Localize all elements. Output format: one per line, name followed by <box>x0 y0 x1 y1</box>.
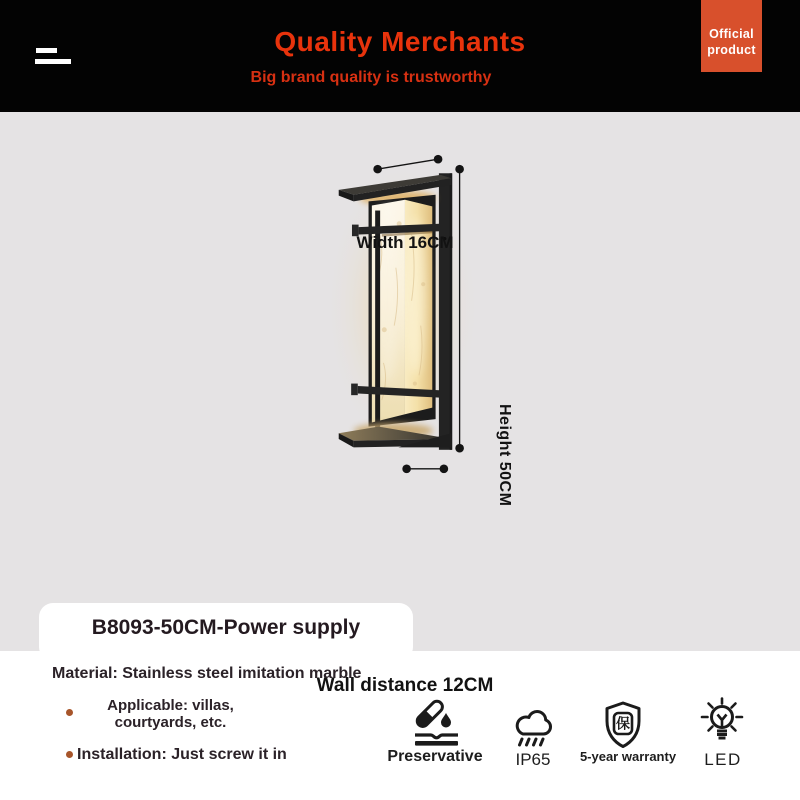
height-dimension-label: Height 50CM <box>496 404 513 507</box>
applicable-line2: courtyards, etc. <box>114 713 227 731</box>
rain-cloud-icon <box>510 704 556 750</box>
badge-line2: product <box>707 43 756 57</box>
feature-label-led: LED <box>704 750 742 769</box>
model-card <box>39 603 413 661</box>
model-number: B8093-50CM-Power supply <box>91 616 361 639</box>
bullet-dot <box>66 751 73 758</box>
menu-bar <box>35 59 71 64</box>
feature-label-preservative: Preservative <box>387 748 483 765</box>
official-product-badge <box>701 0 762 72</box>
header-banner <box>0 0 800 112</box>
warranty-shield-icon <box>602 700 644 750</box>
page-title: Quality Merchants <box>274 26 526 57</box>
wall-distance-label: Wall distance 12CM <box>316 675 494 696</box>
page-subtitle: Big brand quality is trustworthy <box>250 69 492 86</box>
led-bulb-icon <box>699 696 745 748</box>
wall-lamp-illustration <box>0 112 800 651</box>
feature-label-ip65: IP65 <box>515 750 551 769</box>
applicable-text <box>78 698 263 731</box>
installation-text: Installation: Just screw it in <box>77 746 287 763</box>
applicable-line1: Applicable: villas, <box>107 697 234 714</box>
anti-corrosion-icon <box>412 697 462 749</box>
bullet-dot <box>66 709 73 716</box>
badge-line1: Official <box>709 27 754 41</box>
shield-glyph: 保 <box>616 716 630 733</box>
width-dimension-label: Width 16CM <box>356 233 454 252</box>
material-text: Material: Stainless steel imitation marble <box>52 665 362 682</box>
feature-label-warranty: 5-year warranty <box>579 749 677 764</box>
